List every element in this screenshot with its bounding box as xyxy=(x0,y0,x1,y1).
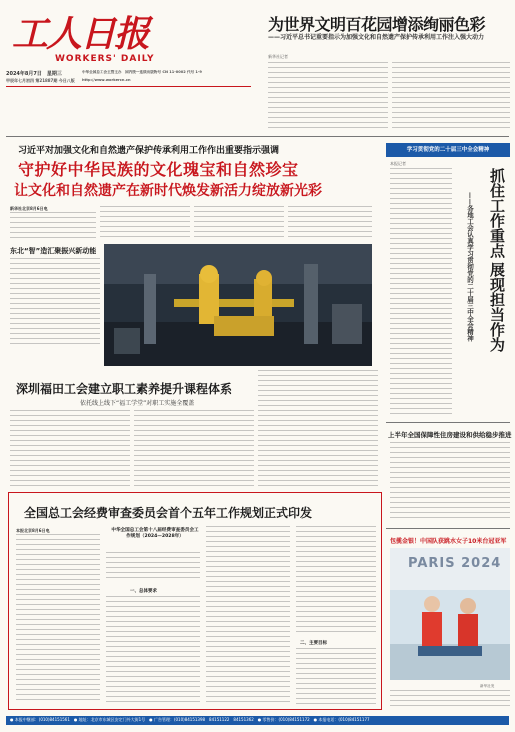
side-column-body-1 xyxy=(390,168,452,418)
story2-body-col1 xyxy=(10,410,130,486)
photo-caption-body xyxy=(10,258,100,348)
top-story-body-left xyxy=(268,62,388,132)
top-story-byline: 新华社记者 xyxy=(268,54,288,59)
feature-box-title: 中华全国总工会第十八届经费审查委员会工作规划（2024—2028年） xyxy=(111,528,199,539)
sport-photo xyxy=(390,548,510,680)
feature-title: 全国总工会经费审查委员会首个五年工作规划正式印发 xyxy=(24,506,313,520)
issue-info: 甲辰年七月初四 第21887期 今日八版 xyxy=(6,78,75,83)
feature-body-col2 xyxy=(106,552,200,582)
story2-body-col3 xyxy=(258,370,378,486)
feature-section-1: 一、总体要求 xyxy=(130,589,157,594)
newspaper-logo: 工人日报 xyxy=(12,13,149,55)
side-title-a: 抓住工作重点 xyxy=(488,168,506,258)
lead-body-col4 xyxy=(288,206,372,238)
section-divider-1 xyxy=(6,136,509,137)
top-story-title: 为世界文明百花园增添绚丽色彩 xyxy=(268,15,486,34)
side-title-b: 展现担当作为 xyxy=(488,262,506,352)
masthead-divider xyxy=(6,86,251,87)
lead-title-line2: 让文化和自然遗产在新时代焕发新活力绽放新光彩 xyxy=(14,183,322,199)
lead-body-col3 xyxy=(194,206,284,238)
sport-body xyxy=(390,690,510,710)
top-story-subtitle: ——习近平总书记重要指示为加强文化和自然遗产保护传承利用工作注入强大动力 xyxy=(268,34,485,41)
feature-dateline: 本报北京8月6日电 xyxy=(16,528,50,533)
story2-subtitle: 依托线上线下“福工学堂”对职工实施全覆盖 xyxy=(80,400,195,407)
lead-body-col1 xyxy=(10,212,96,238)
feature-body-col1 xyxy=(16,534,100,704)
story2-body-col2 xyxy=(134,410,254,486)
website-link[interactable]: http://www.workercn.cn xyxy=(82,78,131,82)
side-subtitle: ——各地工会认真学习贯彻党的二十届三中全会精神 xyxy=(466,192,474,342)
top-story-body-right xyxy=(392,62,510,132)
side-column-byline: 本报记者 xyxy=(390,161,406,166)
newspaper-english-name: WORKERS' DAILY xyxy=(55,54,155,64)
story3-body xyxy=(390,442,510,522)
factory-photo xyxy=(104,244,372,366)
feature-body-col4 xyxy=(296,526,376,636)
sport-title: 包揽金银！中国队获跳水女子10米台冠亚军 xyxy=(390,538,507,545)
photo-caption-title: 东北“智”造汇聚振兴新动能 xyxy=(10,247,97,255)
lead-dateline: 新华社北京8月6日电 xyxy=(10,206,48,211)
sport-credit: 新华社发 xyxy=(480,684,495,688)
story3-title: 上半年全国保障性住房建设和供给稳步推进 xyxy=(388,431,512,439)
side-divider-2 xyxy=(386,528,510,529)
feature-body-col3 xyxy=(206,526,290,704)
feature-body-col4b xyxy=(296,648,376,704)
lead-title-line1: 守护好中华民族的文化瑰宝和自然珍宝 xyxy=(18,160,299,179)
lead-kicker: 习近平对加强文化和自然遗产保护传承利用工作作出重要指示强调 xyxy=(18,146,280,156)
feature-section-2: 二、主要目标 xyxy=(300,641,327,646)
footer-contact-bar: ● 本报中继部：(010)84151561 ● 地址：北京市东城区安定门外大街1号 ● 广告管理：(010)84151398 84151122 84151362 ● 零售价：(010)84151172 ● 本报电话：(010)84151177 xyxy=(6,716,509,725)
factory-robot-image xyxy=(104,244,372,366)
issue-date: 2024年8月7日 星期三 xyxy=(6,71,62,77)
story2-title: 深圳福田工会建立职工素养提升课程体系 xyxy=(16,382,233,396)
publisher-info: 中华全国总工会主管主办 国内统一连续出版物号 CN 11-0002 代号 1-9 xyxy=(82,70,202,74)
sport-banner: PARIS 2024 xyxy=(408,556,502,571)
side-divider xyxy=(386,422,510,423)
lead-body-col2 xyxy=(100,206,190,238)
feature-body-col2b xyxy=(106,596,200,704)
side-section-tag: 学习贯彻党的二十届三中全会精神 xyxy=(386,143,510,157)
